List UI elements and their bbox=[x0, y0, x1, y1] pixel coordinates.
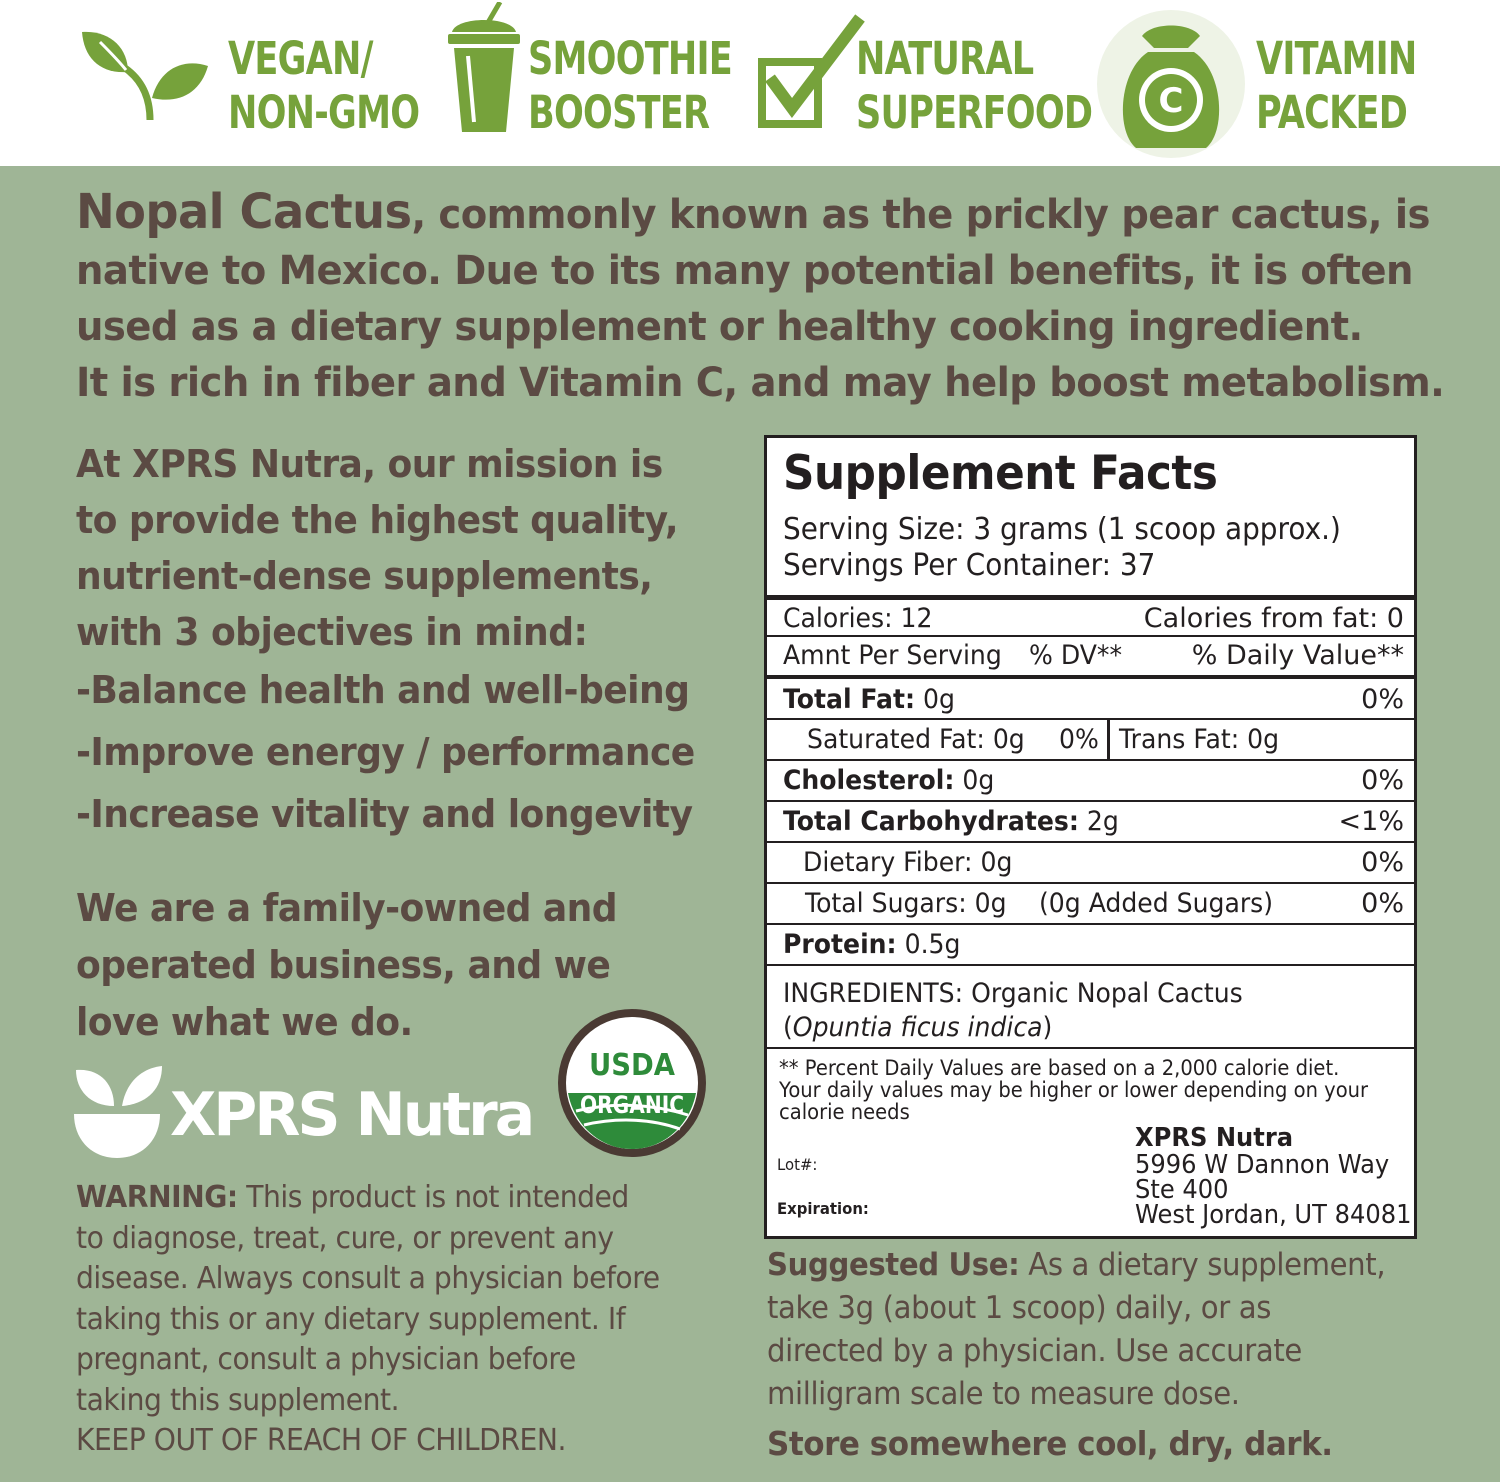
smoothie-cup-icon bbox=[446, 2, 522, 134]
suggested-use-line: directed by a physician. Use accurate bbox=[767, 1333, 1302, 1369]
saturated-fat-row bbox=[767, 720, 1414, 761]
warning-text bbox=[76, 1178, 736, 1462]
feature-vegan-line1: VEGAN/ bbox=[228, 32, 373, 85]
calories: Calories: 12 bbox=[783, 603, 933, 634]
warning-line: This product is not intended bbox=[237, 1180, 629, 1215]
saturated-fat: Saturated Fat: 0g bbox=[807, 724, 1025, 755]
intro-line2: native to Mexico. Due to its many potential benefits, it is often bbox=[76, 248, 1413, 294]
saturated-fat-dv: 0% bbox=[1059, 724, 1099, 755]
total-fat-dv: 0% bbox=[1361, 684, 1404, 715]
address-line: Ste 400 bbox=[1135, 1175, 1229, 1205]
ingredients-value: Organic Nopal Cactus bbox=[963, 978, 1243, 1009]
feature-banner bbox=[0, 0, 1500, 166]
family-line: operated business, and we bbox=[76, 943, 611, 987]
family-line: We are a family-owned and bbox=[76, 886, 618, 930]
cholesterol-dv: 0% bbox=[1361, 765, 1404, 796]
sugars-dv: 0% bbox=[1361, 888, 1404, 919]
lot-label: Lot#: bbox=[777, 1155, 818, 1174]
carbohydrates-row bbox=[767, 802, 1414, 843]
carbohydrates-value: 2g bbox=[1078, 806, 1119, 837]
footnote-line: calorie needs bbox=[779, 1100, 910, 1124]
family-line: love what we do. bbox=[76, 1000, 413, 1044]
amount-header-row bbox=[767, 637, 1414, 677]
objective-item: -Balance health and well-being bbox=[76, 668, 690, 712]
svg-text:C: C bbox=[1158, 81, 1184, 121]
carbohydrates-dv: <1% bbox=[1338, 806, 1404, 837]
dv-header: % DV** bbox=[1029, 640, 1123, 671]
vitamin-c-bag-icon bbox=[1096, 2, 1246, 162]
intro-line3: used as a dietary supplement or healthy cooking ingredient. bbox=[76, 304, 1363, 350]
added-sugars: (0g Added Sugars) bbox=[1039, 888, 1274, 919]
usda-organic-seal bbox=[556, 1007, 708, 1159]
facts-title: Supplement Facts bbox=[783, 446, 1218, 501]
feature-smoothie-line1: SMOOTHIE bbox=[528, 32, 733, 85]
expiration-label: Expiration: bbox=[777, 1199, 869, 1218]
facts-header bbox=[767, 438, 1414, 597]
mission-line: to provide the highest quality, bbox=[76, 498, 678, 542]
cholesterol-row bbox=[767, 761, 1414, 802]
suggested-use bbox=[767, 1244, 1467, 1416]
mission-line: with 3 objectives in mind: bbox=[76, 610, 588, 654]
intro-paragraph bbox=[76, 184, 1476, 411]
ingredients-row: INGREDIENTS: Organic Nopal Cactus (Opuntia ficus indica) bbox=[767, 966, 1414, 1049]
ingredients-label: INGREDIENTS: bbox=[783, 978, 964, 1009]
warning-line: disease. Always consult a physician before bbox=[76, 1261, 660, 1296]
suggested-use-line: milligram scale to measure dose. bbox=[767, 1376, 1240, 1412]
suggested-use-line: take 3g (about 1 scoop) daily, or as bbox=[767, 1290, 1272, 1326]
total-sugars: Total Sugars: 0g bbox=[805, 888, 1007, 919]
feature-vitamin bbox=[1096, 0, 1417, 166]
protein-value: 0.5g bbox=[896, 929, 961, 960]
daily-value-header: % Daily Value** bbox=[1191, 640, 1404, 671]
intro-line1: , commonly known as the prickly pear cactus, is bbox=[411, 192, 1430, 238]
divider bbox=[1107, 720, 1110, 759]
cholesterol-label: Cholesterol: bbox=[783, 765, 955, 796]
facts-footer bbox=[767, 1049, 1414, 1236]
feature-natural-line1: NATURAL bbox=[856, 32, 1034, 85]
calories-from-fat: Calories from fat: 0 bbox=[1143, 603, 1404, 634]
mission-statement bbox=[76, 436, 736, 660]
objective-item: -Increase vitality and longevity bbox=[76, 792, 693, 836]
mission-line: At XPRS Nutra, our mission is bbox=[76, 442, 663, 486]
brand-logo bbox=[74, 1062, 544, 1162]
intro-lead: Nopal Cactus bbox=[76, 184, 412, 240]
cholesterol-value: 0g bbox=[954, 765, 995, 796]
warning-label: WARNING: bbox=[76, 1180, 238, 1215]
dietary-fiber: Dietary Fiber: 0g bbox=[803, 847, 1013, 878]
warning-line: pregnant, consult a physician before bbox=[76, 1342, 576, 1377]
address-line: West Jordan, UT 84081 bbox=[1135, 1200, 1412, 1230]
usda-bottom-text: ORGANIC bbox=[580, 1091, 684, 1119]
footnote-line: ** Percent Daily Values are based on a 2,000 calorie diet. bbox=[779, 1056, 1340, 1080]
feature-natural bbox=[756, 0, 1093, 166]
calories-row bbox=[767, 597, 1414, 637]
supplement-facts-panel bbox=[764, 435, 1417, 1239]
mission-line: nutrient-dense supplements, bbox=[76, 554, 653, 598]
footnote-line: Your daily values may be higher or lower depending on your bbox=[779, 1078, 1369, 1102]
company-name: XPRS Nutra bbox=[1135, 1123, 1294, 1153]
dietary-fiber-row bbox=[767, 843, 1414, 884]
feature-vitamin-line1: VITAMIN bbox=[1256, 32, 1417, 85]
leaf-sprout-icon bbox=[80, 28, 210, 128]
feature-vitamin-line2: PACKED bbox=[1256, 86, 1408, 139]
total-fat-label: Total Fat: bbox=[783, 684, 916, 715]
warning-line: KEEP OUT OF REACH OF CHILDREN. bbox=[76, 1423, 566, 1458]
bowl-leaves-icon bbox=[74, 1062, 164, 1162]
intro-line4: It is rich in fiber and Vitamin C, and may help boost metabolism. bbox=[76, 360, 1445, 406]
storage-instructions: Store somewhere cool, dry, dark. bbox=[767, 1424, 1333, 1463]
sugars-row bbox=[767, 884, 1414, 925]
protein-label: Protein: bbox=[783, 929, 897, 960]
checkbox-check-icon bbox=[756, 14, 866, 128]
objective-item: -Improve energy / performance bbox=[76, 730, 695, 774]
protein-row bbox=[767, 925, 1414, 966]
feature-vegan-line2: NON-GMO bbox=[228, 86, 420, 139]
usda-top-text: USDA bbox=[589, 1048, 676, 1083]
suggested-use-label: Suggested Use: bbox=[767, 1247, 1020, 1283]
feature-natural-line2: SUPERFOOD bbox=[856, 86, 1093, 139]
trans-fat: Trans Fat: 0g bbox=[1119, 724, 1280, 755]
ingredients-latin: Opuntia ficus indica bbox=[792, 1012, 1043, 1043]
total-fat-value: 0g bbox=[915, 684, 955, 715]
total-fat-row bbox=[767, 677, 1414, 720]
servings-per-container: Servings Per Container: 37 bbox=[783, 548, 1156, 583]
feature-smoothie-line2: BOOSTER bbox=[528, 86, 710, 139]
suggested-use-line: As a dietary supplement, bbox=[1019, 1247, 1386, 1283]
dietary-fiber-dv: 0% bbox=[1361, 847, 1404, 878]
amount-per-serving: Amnt Per Serving bbox=[783, 640, 1002, 671]
warning-line: taking this or any dietary supplement. If bbox=[76, 1301, 626, 1337]
warning-line: to diagnose, treat, cure, or prevent any bbox=[76, 1220, 614, 1256]
feature-vegan bbox=[80, 0, 420, 166]
serving-size: Serving Size: 3 grams (1 scoop approx.) bbox=[783, 512, 1341, 547]
carbohydrates-label: Total Carbohydrates: bbox=[783, 806, 1079, 837]
warning-line: taking this supplement. bbox=[76, 1382, 400, 1418]
feature-smoothie bbox=[440, 0, 733, 166]
address-line: 5996 W Dannon Way bbox=[1135, 1150, 1390, 1180]
brand-name: XPRS Nutra bbox=[170, 1080, 533, 1150]
